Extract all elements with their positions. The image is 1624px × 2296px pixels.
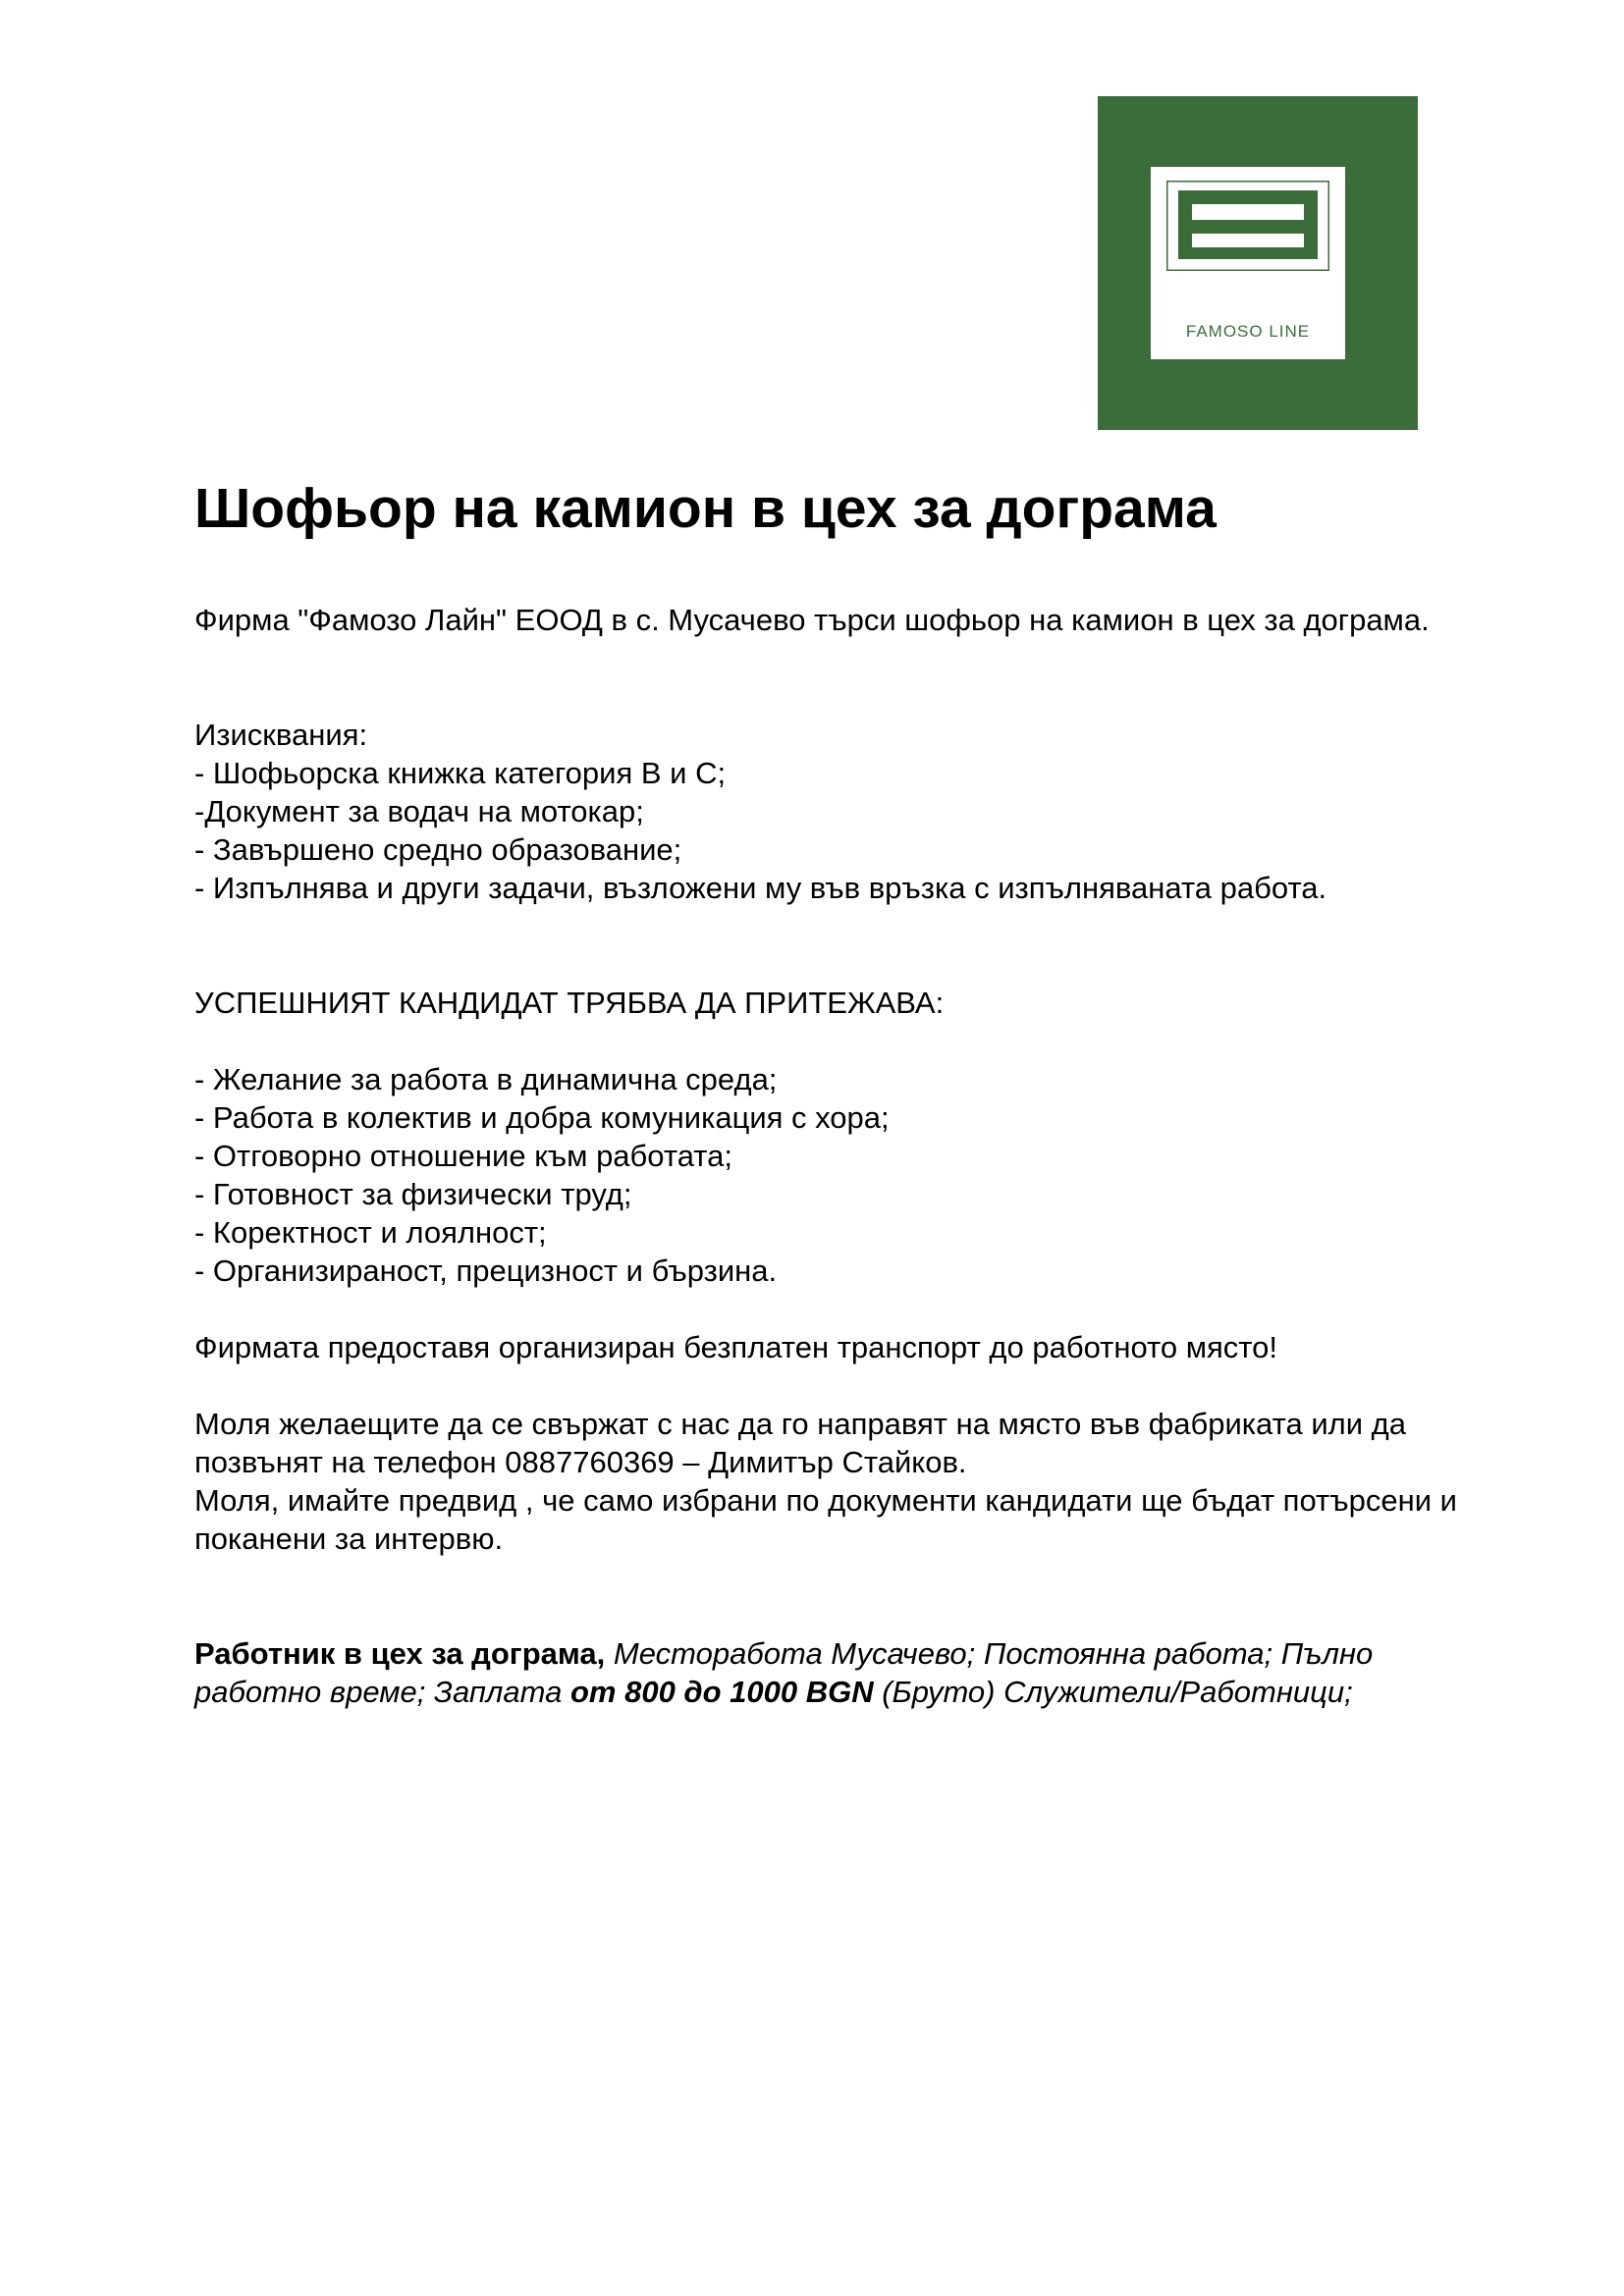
company-logo xyxy=(1098,96,1418,430)
job-summary-line xyxy=(194,1673,1589,1711)
logo-card xyxy=(1151,167,1345,359)
job-summary xyxy=(194,1634,1589,1711)
page-title: Шофьор на камион в цех за дограма xyxy=(194,477,1217,540)
candidate-list xyxy=(194,1060,1589,1290)
requirement-item: -Документ за водач на мотокар; xyxy=(194,794,644,828)
requirements-heading: Изисквания: xyxy=(194,718,368,752)
job-summary-line xyxy=(194,1634,1589,1673)
contact-line: Моля, имайте предвид , че само избрани по документи кандидати ще бъдат потърсени и xyxy=(194,1483,1457,1518)
contact-line: поканени за интервю. xyxy=(194,1522,504,1556)
job-details: (Бруто) Служители/Работници; xyxy=(882,1675,1353,1709)
requirement-item: - Завършено средно образование; xyxy=(194,832,682,867)
candidate-item: - Организираност, прецизност и бързина. xyxy=(194,1254,778,1288)
candidate-item: - Желание за работа в динамична среда; xyxy=(194,1062,778,1096)
salary-range: от 800 до 1000 BGN xyxy=(569,1675,874,1709)
transport-text: Фирмата предоставя организиран безплатен транспорт до работното място! xyxy=(194,1330,1278,1364)
requirements-section xyxy=(194,716,1589,907)
job-details: Месторабота Мусачево; Постоянна работа; Пълно xyxy=(613,1636,1374,1671)
logo-mark-icon xyxy=(1166,181,1329,271)
job-posting xyxy=(194,469,1589,1711)
intro-text: Фирма "Фамозо Лайн" ЕООД в с. Мусачево търси шофьор на камион в цех за дограма. xyxy=(194,603,1430,637)
contact-section xyxy=(194,1405,1589,1558)
contact-line: Моля желаещите да се свържат с нас да го направят на място във фабриката или да xyxy=(194,1407,1406,1441)
candidate-item: - Готовност за физически труд; xyxy=(194,1177,632,1211)
job-details: работно време; Заплата xyxy=(194,1675,563,1709)
candidate-item: - Отговорно отношение към работата; xyxy=(194,1139,732,1173)
requirement-item: - Шофьорска книжка категория B и C; xyxy=(194,756,727,790)
candidate-item: - Коректност и лоялност; xyxy=(194,1215,547,1250)
requirement-item: - Изпълнява и други задачи, възложени му във връзка с изпълняваната работа. xyxy=(194,871,1327,905)
position-name: Работник в цех за дограма, xyxy=(194,1636,606,1671)
contact-line: позвънят на телефон 0887760369 – Димитър Стайков. xyxy=(194,1445,967,1479)
candidate-item: - Работа в колектив и добра комуникация с хора; xyxy=(194,1100,890,1135)
logo-text: FAMOSO LINE xyxy=(1185,322,1311,341)
candidate-heading: УСПЕШНИЯТ КАНДИДАТ ТРЯБВА ДА ПРИТЕЖАВА: xyxy=(194,986,945,1020)
